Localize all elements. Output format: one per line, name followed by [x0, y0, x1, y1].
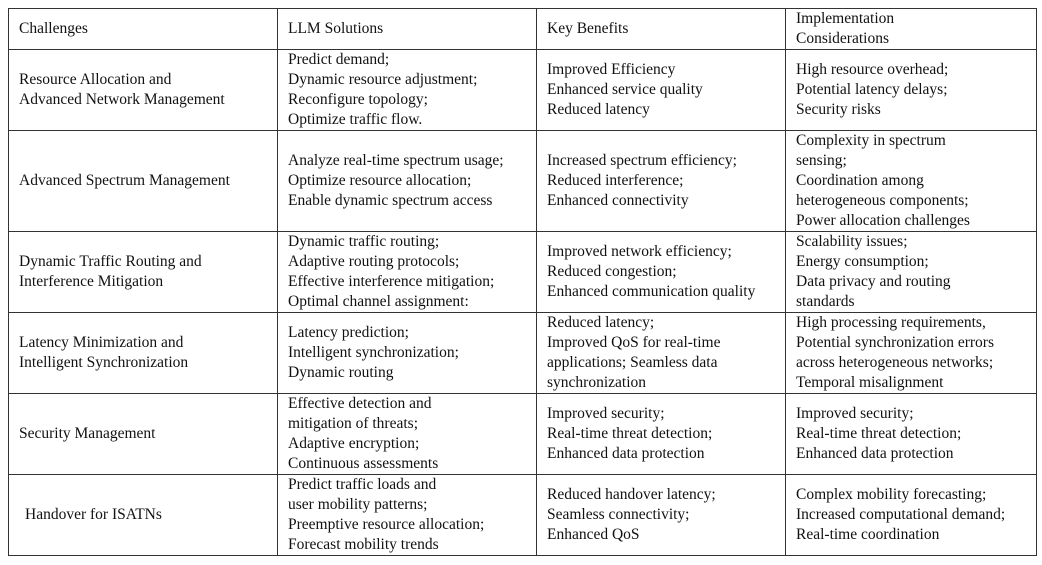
benefits-cell: [537, 394, 786, 475]
solution-line: user mobility patterns;: [288, 496, 428, 513]
benefits-cell: [537, 50, 786, 131]
consideration-line: Enhanced data protection: [796, 445, 954, 462]
header-considerations-line: Considerations: [796, 30, 889, 47]
considerations-cell: [786, 394, 1037, 475]
solution-line: Analyze real-time spectrum usage;: [288, 152, 504, 169]
solution-line: mitigation of threats;: [288, 415, 419, 432]
benefit-line: Improved network efficiency;: [547, 243, 732, 260]
consideration-line: Improved security;: [796, 405, 914, 422]
solution-line: Latency prediction;: [288, 324, 409, 341]
solution-line: Optimal channel assignment:: [288, 293, 469, 310]
benefit-line: Reduced interference;: [547, 172, 684, 189]
table-header-row: [9, 9, 1037, 50]
benefit-line: Enhanced data protection: [547, 445, 705, 462]
consideration-line: Security risks: [796, 101, 881, 118]
solution-line: Optimize resource allocation;: [288, 172, 472, 189]
consideration-line: Potential synchronization errors: [796, 334, 995, 351]
challenge-line: Advanced Network Management: [19, 91, 225, 108]
benefit-line: Increased spectrum efficiency;: [547, 152, 737, 169]
table-row: [9, 313, 1037, 394]
challenge-cell: [9, 232, 278, 313]
solution-line: Reconfigure topology;: [288, 91, 428, 108]
challenge-line: Security Management: [19, 425, 156, 442]
benefit-line: Improved QoS for real-time: [547, 334, 721, 351]
benefit-line: Enhanced QoS: [547, 526, 640, 543]
consideration-line: Energy consumption;: [796, 253, 929, 270]
solution-line: Intelligent synchronization;: [288, 344, 459, 361]
challenge-line: Handover for ISATNs: [25, 506, 162, 523]
header-llm-solutions: [278, 9, 537, 50]
benefit-line: Real-time threat detection;: [547, 425, 713, 442]
header-solutions-text: LLM Solutions: [288, 20, 384, 37]
challenge-cell: [9, 313, 278, 394]
solutions-cell: [278, 475, 537, 556]
challenge-line: Resource Allocation and: [19, 71, 172, 88]
consideration-line: Increased computational demand;: [796, 506, 1006, 523]
table-row: [9, 50, 1037, 131]
benefit-line: Improved security;: [547, 405, 665, 422]
solution-line: Predict traffic loads and: [288, 476, 437, 493]
solutions-cell: [278, 50, 537, 131]
benefit-line: Improved Efficiency: [547, 61, 676, 78]
solution-line: Optimize traffic flow.: [288, 111, 423, 128]
consideration-line: heterogeneous components;: [796, 192, 969, 209]
consideration-line: Real-time coordination: [796, 526, 940, 543]
consideration-line: High resource overhead;: [796, 61, 949, 78]
benefit-line: Reduced latency: [547, 101, 650, 118]
benefit-line: Reduced handover latency;: [547, 486, 716, 503]
solutions-cell: [278, 131, 537, 232]
benefit-line: Reduced latency;: [547, 314, 655, 331]
benefits-cell: [537, 475, 786, 556]
solution-line: Continuous assessments: [288, 455, 439, 472]
table-row: [9, 475, 1037, 556]
table-row: [9, 232, 1037, 313]
challenge-line: Interference Mitigation: [19, 273, 164, 290]
solution-line: Dynamic routing: [288, 364, 394, 381]
solution-line: Preemptive resource allocation;: [288, 516, 485, 533]
solution-line: Adaptive encryption;: [288, 435, 420, 452]
solution-line: Adaptive routing protocols;: [288, 253, 460, 270]
header-benefits-text: Key Benefits: [547, 20, 629, 37]
solutions-cell: [278, 313, 537, 394]
solution-line: Effective interference mitigation;: [288, 273, 495, 290]
consideration-line: Real-time threat detection;: [796, 425, 962, 442]
challenge-cell: [9, 475, 278, 556]
benefits-cell: [537, 232, 786, 313]
solution-line: Enable dynamic spectrum access: [288, 192, 493, 209]
benefits-cell: [537, 313, 786, 394]
table-row: [9, 394, 1037, 475]
benefit-line: applications; Seamless data: [547, 354, 718, 371]
consideration-line: Potential latency delays;: [796, 81, 948, 98]
solution-line: Forecast mobility trends: [288, 536, 439, 553]
challenge-cell: [9, 50, 278, 131]
considerations-cell: [786, 313, 1037, 394]
header-key-benefits: [537, 9, 786, 50]
consideration-line: Temporal misalignment: [796, 374, 944, 391]
solution-line: Predict demand;: [288, 51, 390, 68]
challenge-line: Dynamic Traffic Routing and: [19, 253, 202, 270]
benefit-line: Enhanced connectivity: [547, 192, 689, 209]
challenge-line: Advanced Spectrum Management: [19, 172, 230, 189]
solution-line: Effective detection and: [288, 395, 432, 412]
consideration-line: Data privacy and routing: [796, 273, 951, 290]
consideration-line: Complexity in spectrum: [796, 132, 946, 149]
solution-line: Dynamic traffic routing;: [288, 233, 440, 250]
header-considerations-line: Implementation: [796, 10, 895, 27]
consideration-line: High processing requirements,: [796, 314, 986, 331]
benefits-cell: [537, 131, 786, 232]
solution-line: Dynamic resource adjustment;: [288, 71, 478, 88]
header-implementation-considerations: [786, 9, 1037, 50]
considerations-cell: [786, 50, 1037, 131]
consideration-line: across heterogeneous networks;: [796, 354, 994, 371]
benefit-line: Reduced congestion;: [547, 263, 677, 280]
benefit-line: Seamless connectivity;: [547, 506, 690, 523]
consideration-line: Coordination among: [796, 172, 924, 189]
considerations-cell: [786, 131, 1037, 232]
challenge-cell: [9, 394, 278, 475]
challenge-line: Latency Minimization and: [19, 334, 184, 351]
header-challenges-text: Challenges: [19, 20, 88, 37]
benefit-line: Enhanced service quality: [547, 81, 703, 98]
table-row: [9, 131, 1037, 232]
llm-challenges-table: [8, 8, 1037, 556]
consideration-line: Scalability issues;: [796, 233, 908, 250]
challenge-line: Intelligent Synchronization: [19, 354, 189, 371]
consideration-line: Power allocation challenges: [796, 212, 970, 229]
benefit-line: synchronization: [547, 374, 647, 391]
challenge-cell: [9, 131, 278, 232]
consideration-line: Complex mobility forecasting;: [796, 486, 987, 503]
considerations-cell: [786, 232, 1037, 313]
consideration-line: standards: [796, 293, 855, 310]
benefit-line: Enhanced communication quality: [547, 283, 756, 300]
considerations-cell: [786, 475, 1037, 556]
header-challenges: [9, 9, 278, 50]
consideration-line: sensing;: [796, 152, 847, 169]
solutions-cell: [278, 232, 537, 313]
solutions-cell: [278, 394, 537, 475]
